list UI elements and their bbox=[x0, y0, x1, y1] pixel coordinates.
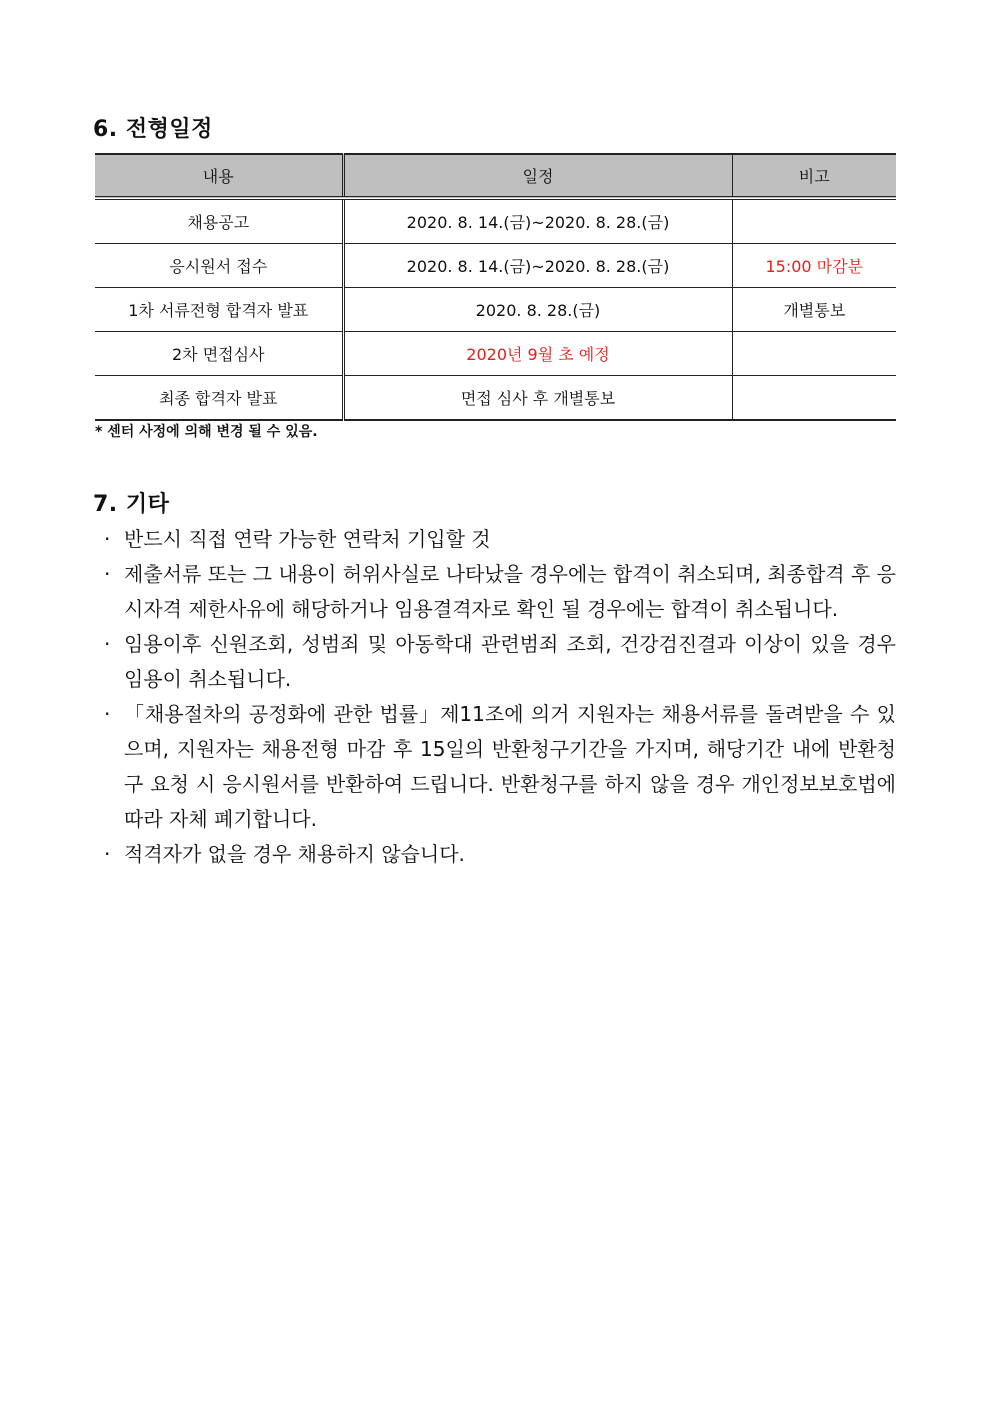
row-item: 2차 면접심사 bbox=[95, 332, 343, 376]
list-item-text: 적격자가 없을 경우 채용하지 않습니다. bbox=[124, 842, 465, 866]
list-item bbox=[100, 522, 896, 557]
list-item-text: 임용이후 신원조회, 성범죄 및 아동학대 관련범죄 조회, 건강검진결과 이상이 있을 경우 임용이 취소됩니다. bbox=[124, 632, 896, 691]
table-row bbox=[95, 288, 896, 332]
list-item-text: 「채용절차의 공정화에 관한 법률」제11조에 의거 지원자는 채용서류를 돌려받을 수 있으며, 지원자는 채용전형 마감 후 15일의 반환청구기간을 가지며, 해당기간 내에 반환청구 요청 시 응시원서를 반환하여 드립니다. 반환청구를 하지 않을 경우 개인정보보호법에 따라 자체 폐기합니다. bbox=[124, 702, 896, 831]
bullet-icon: · bbox=[104, 562, 111, 586]
row-item: 채용공고 bbox=[95, 198, 343, 244]
header-schedule: 일정 bbox=[343, 154, 732, 198]
list-item-text: 반드시 직접 연락 가능한 연락처 기입할 것 bbox=[124, 527, 491, 551]
table-row bbox=[95, 198, 896, 244]
list-item bbox=[100, 697, 896, 837]
row-note bbox=[732, 198, 896, 244]
list-item bbox=[100, 557, 896, 627]
list-item bbox=[100, 627, 896, 697]
section-7-title: 7. 기타 bbox=[93, 492, 170, 517]
row-schedule: 2020. 8. 14.(금)~2020. 8. 28.(금) bbox=[343, 244, 732, 288]
bullet-icon: · bbox=[104, 842, 111, 866]
row-schedule: 면접 심사 후 개별통보 bbox=[343, 376, 732, 421]
misc-notes-list bbox=[100, 522, 896, 872]
row-schedule: 2020. 8. 28.(금) bbox=[343, 288, 732, 332]
row-item: 응시원서 접수 bbox=[95, 244, 343, 288]
row-note: 개별통보 bbox=[732, 288, 896, 332]
row-item: 최종 합격자 발표 bbox=[95, 376, 343, 421]
row-schedule-planned: 2020년 9월 초 예정 bbox=[343, 332, 732, 376]
row-item: 1차 서류전형 합격자 발표 bbox=[95, 288, 343, 332]
section-6-title: 6. 전형일정 bbox=[93, 117, 213, 142]
row-schedule: 2020. 8. 14.(금)~2020. 8. 28.(금) bbox=[343, 198, 732, 244]
table-footnote: * 센터 사정에 의해 변경 될 수 있음. bbox=[95, 424, 318, 440]
table-row bbox=[95, 332, 896, 376]
row-note bbox=[732, 332, 896, 376]
table-row bbox=[95, 244, 896, 288]
row-note bbox=[732, 376, 896, 421]
table-header-row bbox=[95, 154, 896, 198]
list-item-text: 제출서류 또는 그 내용이 허위사실로 나타났을 경우에는 합격이 취소되며, 최종합격 후 응시자격 제한사유에 해당하거나 임용결격자로 확인 될 경우에는 합격이 취소됩니다. bbox=[124, 562, 896, 621]
header-content: 내용 bbox=[95, 154, 343, 198]
row-note-deadline: 15:00 마감분 bbox=[732, 244, 896, 288]
bullet-icon: · bbox=[104, 702, 111, 726]
table-row bbox=[95, 376, 896, 421]
bullet-icon: · bbox=[104, 527, 111, 551]
schedule-table bbox=[95, 153, 896, 421]
bullet-icon: · bbox=[104, 632, 111, 656]
list-item bbox=[100, 837, 896, 872]
header-remarks: 비고 bbox=[732, 154, 896, 198]
